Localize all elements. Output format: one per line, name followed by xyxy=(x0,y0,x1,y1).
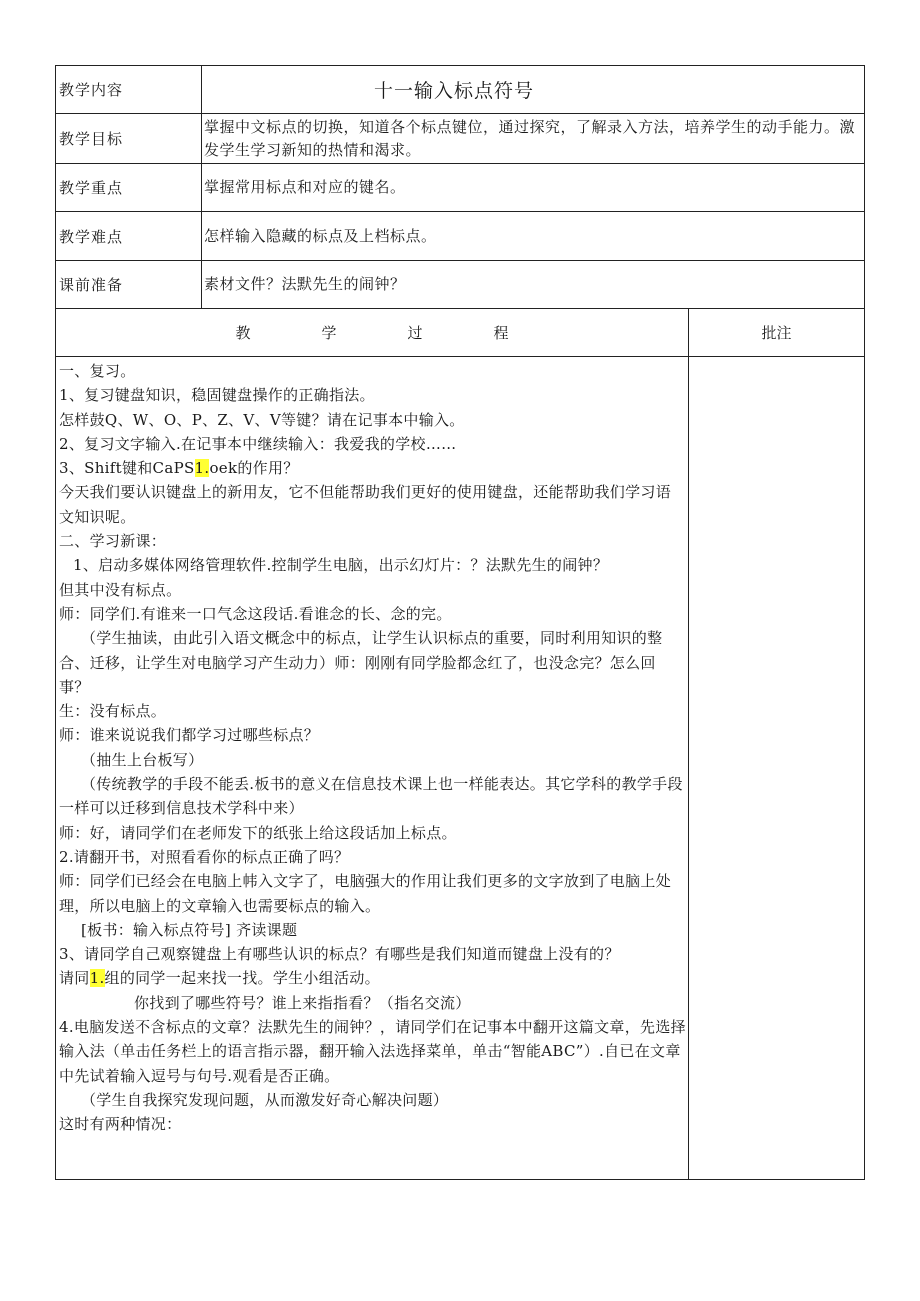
row-difficulty xyxy=(56,212,865,261)
prep-value: 素材文件？法默先生的闹钟？ xyxy=(202,261,865,309)
text-segment: 请同 xyxy=(59,969,90,988)
text-segment: 3、Shift键和CaPS xyxy=(59,459,195,478)
text-line: 师：谁来说说我们都学习过哪些标点？ xyxy=(59,726,320,745)
note-heading: 批注 xyxy=(689,309,865,357)
text-line: 2.请翻开书，对照看看你的标点正确了吗？ xyxy=(59,847,350,866)
row-content xyxy=(56,66,865,114)
text-line xyxy=(59,456,686,480)
prep-label: 课前准备 xyxy=(56,261,202,309)
process-heading-char: 学 xyxy=(321,324,337,342)
difficulty-value: 怎样输入隐藏的标点及上档标点。 xyxy=(202,212,865,261)
row-process-head xyxy=(56,309,865,357)
text-line: 3、请同学自己观察键盘上有哪些认识的标点？有哪些是我们知道而键盘上没有的？ xyxy=(59,945,620,964)
text-paragraph: 今天我们要认识键盘上的新用友，它不但能帮助我们更好的使用键盘，还能帮助我们学习语文知识呢。 xyxy=(59,483,672,526)
text-line xyxy=(59,966,686,990)
difficulty-label: 教学难点 xyxy=(56,212,202,261)
content-label: 教学内容 xyxy=(56,66,202,114)
row-key xyxy=(56,164,865,212)
key-label: 教学重点 xyxy=(56,164,202,212)
text-line: 你找到了哪些符号？谁上来指指看？（指名交流） xyxy=(134,993,471,1012)
row-goal xyxy=(56,114,865,164)
text-line: 师：同学们.有谁来一口气念这段话.看谁念的长、念的完。 xyxy=(59,604,452,623)
text-line: 一、复习。 xyxy=(59,362,136,380)
highlighted-text: 1. xyxy=(194,459,210,478)
text-paragraph: （传统教学的手段不能丢.板书的意义在信息技术课上也一样能表达。其它学科的教学手段一样可以迁移到信息技术学科中来） xyxy=(59,775,683,818)
process-body xyxy=(56,357,689,1180)
goal-label: 教学目标 xyxy=(56,114,202,164)
process-heading xyxy=(56,309,689,357)
key-value: 掌握常用标点和对应的键名。 xyxy=(202,164,865,212)
text-line: 师：好，请同学们在老师发下的纸张上给这段话加上标点。 xyxy=(59,823,457,842)
note-body xyxy=(689,357,865,1180)
text-line: 这时有两种情况： xyxy=(59,1115,182,1134)
lesson-plan-sheet xyxy=(55,65,864,1180)
text-line: 1、复习键盘知识，稳固键盘操作的正确指法。 xyxy=(59,386,375,405)
text-line: 1、启动多媒体网络管理软件.控制学生电脑，出示幻灯片：？法默先生的闹钟？ xyxy=(73,556,609,575)
lesson-title: 十一输入标点符号 xyxy=(202,66,865,114)
text-line: 生：没有标点。 xyxy=(59,702,167,721)
goal-value: 掌握中文标点的切换，知道各个标点键位，通过探究，了解录入方法，培养学生的动手能力。激发学生学习新知的热情和渴求。 xyxy=(202,114,865,164)
text-line: （抽生上台板写） xyxy=(81,750,204,769)
text-line: [板书：输入标点符号] 齐读课题 xyxy=(81,920,298,939)
process-heading-char: 程 xyxy=(493,324,509,342)
row-process-body xyxy=(56,357,865,1180)
text-line: （学生自我探究发现问题，从而激发好奇心解决问题） xyxy=(81,1090,449,1109)
text-line: 但其中没有标点。 xyxy=(59,580,182,599)
text-line: 二、学习新课： xyxy=(59,532,167,551)
text-line: 2、复习文字输入.在记事本中继续输入：我爱我的学校…… xyxy=(59,434,457,453)
process-heading-char: 教 xyxy=(235,324,251,342)
text-paragraph: （学生抽读，由此引入语文概念中的标点，让学生认识标点的重要，同时利用知识的整合、迁移，让学生对电脑学习产生动力）师：刚刚有同学脸都念红了，也没念完？怎么回事？ xyxy=(59,629,663,696)
process-heading-char: 过 xyxy=(407,324,423,342)
highlighted-text: 1. xyxy=(89,969,105,988)
row-prep xyxy=(56,261,865,309)
text-paragraph: 4.电脑发送不含标点的文章？法默先生的闹钟？，请同学们在记事本中翻开这篇文章，先选择输入法（单击任务栏上的语言指示器，翻开输入法选择菜单，单击“智能ABC”）.自已在文章中先试着输入逗号与句号.观看是否正确。 xyxy=(59,1018,686,1085)
lesson-plan-table xyxy=(55,65,865,1180)
text-segment: 组的同学一起来找一找。学生小组活动。 xyxy=(104,969,380,988)
text-line: 怎样鼓Q、W、O、P、Z、V、V等键？请在记事本中输入。 xyxy=(59,410,465,429)
text-segment: oek的作用？ xyxy=(209,459,299,478)
text-paragraph: 师：同学们已经会在电脑上帏入文字了，电脑强大的作用让我们更多的文字放到了电脑上处理，所以电脑上的文章输入也需要标点的输入。 xyxy=(59,872,672,915)
